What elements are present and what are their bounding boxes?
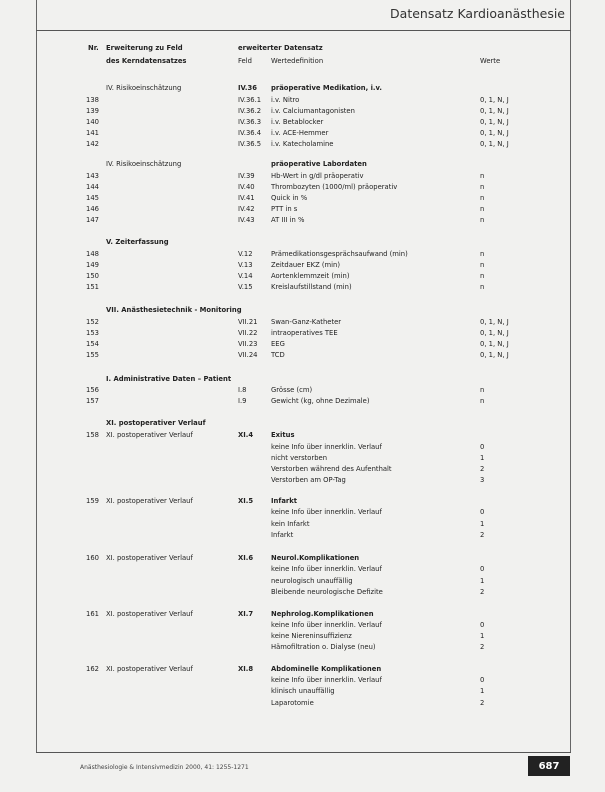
row-definition: keine Niereninsuffizienz — [271, 632, 352, 640]
row-definition: Laparotomie — [271, 699, 314, 707]
row-values: 1 — [480, 520, 485, 528]
row-definition: Swan-Ganz-Katheter — [271, 318, 342, 326]
row-definition: klinisch unauffällig — [271, 687, 335, 695]
row-definition: keine Info über innerklin. Verlauf — [271, 443, 382, 451]
row-number: 159 — [86, 497, 99, 505]
row-number: 147 — [86, 216, 99, 224]
row-definition: Gewicht (kg, ohne Dezimale) — [271, 397, 370, 405]
row-number: 152 — [86, 318, 99, 326]
row-field: IV.41 — [238, 194, 255, 202]
row-field: IV.36.5 — [238, 140, 262, 148]
row-number: 157 — [86, 397, 99, 405]
row-values: 0 — [480, 443, 485, 451]
header-rule — [36, 30, 571, 31]
row-definition: i.v. Katecholamine — [271, 140, 334, 148]
row-field: XI.5 — [238, 497, 254, 505]
row-definition: Bleibende neurologische Defizite — [271, 588, 383, 596]
footer-rule — [36, 752, 571, 753]
row-values: 0 — [480, 621, 485, 629]
row-extension: IV. Risikoeinschätzung — [106, 84, 182, 92]
row-number: 155 — [86, 351, 99, 359]
row-definition: i.v. Betablocker — [271, 118, 324, 126]
row-number: 138 — [86, 96, 99, 104]
row-definition: i.v. ACE-Hemmer — [271, 129, 329, 137]
row-number: 156 — [86, 386, 99, 394]
row-values: n — [480, 250, 485, 258]
row-number: 139 — [86, 107, 99, 115]
row-values: 0, 1, N, J — [480, 318, 509, 326]
footer-citation: Anästhesiologie & Intensivmedizin 2000, 41: 1255-1271 — [80, 764, 249, 771]
row-definition: TCD — [271, 351, 285, 359]
row-definition: präoperative Medikation, i.v. — [271, 84, 382, 92]
row-number: 162 — [86, 665, 99, 673]
row-field: V.12 — [238, 250, 253, 258]
row-field: V.15 — [238, 283, 253, 291]
row-definition: Quick in % — [271, 194, 308, 202]
row-values: 2 — [480, 699, 485, 707]
row-number: 142 — [86, 140, 99, 148]
row-extension: XI. postoperativer Verlauf — [106, 497, 193, 505]
row-values: 1 — [480, 632, 485, 640]
row-values: n — [480, 272, 485, 280]
row-values: 0, 1, N, J — [480, 129, 509, 137]
row-number: 153 — [86, 329, 99, 337]
row-values: n — [480, 216, 485, 224]
col-extension-header-line2: des Kerndatensatzes — [106, 57, 187, 65]
row-values: n — [480, 172, 485, 180]
row-definition: Aortenklemmzeit (min) — [271, 272, 350, 280]
row-values: 0, 1, N, J — [480, 96, 509, 104]
row-definition: kein Infarkt — [271, 520, 310, 528]
row-definition: Neurol.Komplikationen — [271, 554, 360, 562]
row-definition: Infarkt — [271, 531, 294, 539]
row-values: n — [480, 194, 485, 202]
row-extension: XI. postoperativer Verlauf — [106, 554, 193, 562]
row-values: n — [480, 205, 485, 213]
row-definition: intraoperatives TEE — [271, 329, 338, 337]
row-definition: keine Info über innerklin. Verlauf — [271, 565, 382, 573]
page-number: 687 — [528, 756, 570, 776]
row-field: IV.36.4 — [238, 129, 262, 137]
row-field: IV.36.3 — [238, 118, 262, 126]
row-definition: i.v. Nitro — [271, 96, 300, 104]
row-field: IV.42 — [238, 205, 255, 213]
row-values: 2 — [480, 643, 485, 651]
row-field: XI.6 — [238, 554, 254, 562]
row-field: IV.36.2 — [238, 107, 262, 115]
row-values: 1 — [480, 687, 485, 695]
row-definition: PTT in s — [271, 205, 298, 213]
row-number: 141 — [86, 129, 99, 137]
row-extension: V. Zeiterfassung — [106, 238, 169, 246]
row-number: 154 — [86, 340, 99, 348]
row-extension: XI. postoperativer Verlauf — [106, 665, 193, 673]
col-extended-header: erweiterter Datensatz — [238, 44, 323, 52]
row-number: 140 — [86, 118, 99, 126]
row-definition: keine Info über innerklin. Verlauf — [271, 676, 382, 684]
left-rule — [36, 0, 37, 752]
row-values: 2 — [480, 531, 485, 539]
row-field: VII.22 — [238, 329, 258, 337]
row-field: IV.36 — [238, 84, 257, 92]
row-definition: keine Info über innerklin. Verlauf — [271, 621, 382, 629]
row-values: 0, 1, N, J — [480, 118, 509, 126]
row-values: 0, 1, N, J — [480, 329, 509, 337]
col-werte-header: Werte — [480, 57, 501, 65]
row-extension: IV. Risikoeinschätzung — [106, 160, 182, 168]
row-field: IV.39 — [238, 172, 255, 180]
row-values: 1 — [480, 577, 485, 585]
row-field: XI.4 — [238, 431, 254, 439]
row-definition: Thrombozyten (1000/ml) präoperativ — [271, 183, 398, 191]
row-values: 0 — [480, 565, 485, 573]
row-definition: Infarkt — [271, 497, 298, 505]
row-number: 145 — [86, 194, 99, 202]
row-definition: nicht verstorben — [271, 454, 328, 462]
row-values: 2 — [480, 588, 485, 596]
row-values: 0, 1, N, J — [480, 351, 509, 359]
row-values: n — [480, 261, 485, 269]
row-values: 0, 1, N, J — [480, 140, 509, 148]
page-header-title: Datensatz Kardioanästhesie — [390, 6, 565, 21]
row-number: 160 — [86, 554, 99, 562]
row-field: IV.40 — [238, 183, 255, 191]
row-values: n — [480, 283, 485, 291]
row-field: I.9 — [238, 397, 247, 405]
row-definition: Hämofiltration o. Dialyse (neu) — [271, 643, 376, 651]
row-definition: Zeitdauer EKZ (min) — [271, 261, 341, 269]
row-definition: Hb-Wert in g/dl präoperativ — [271, 172, 364, 180]
row-extension: VII. Anästhesietechnik - Monitoring — [106, 306, 242, 314]
col-nr-header: Nr. — [88, 44, 99, 52]
row-values: n — [480, 183, 485, 191]
row-number: 146 — [86, 205, 99, 213]
row-values: 3 — [480, 476, 485, 484]
row-values: n — [480, 397, 485, 405]
row-definition: Abdominelle Komplikationen — [271, 665, 382, 673]
row-definition: Kreislaufstillstand (min) — [271, 283, 352, 291]
row-definition: EEG — [271, 340, 285, 348]
row-definition: keine Info über innerklin. Verlauf — [271, 508, 382, 516]
row-definition: Exitus — [271, 431, 295, 439]
col-feld-header: Feld — [238, 57, 252, 65]
row-field: IV.43 — [238, 216, 255, 224]
row-values: 2 — [480, 465, 485, 473]
row-definition: neurologisch unauffällig — [271, 577, 353, 585]
row-definition: Nephrolog.Komplikationen — [271, 610, 374, 618]
row-extension: XI. postoperativer Verlauf — [106, 419, 206, 427]
row-number: 151 — [86, 283, 99, 291]
row-definition: präoperative Labordaten — [271, 160, 367, 168]
row-field: XI.8 — [238, 665, 254, 673]
row-values: 0, 1, N, J — [480, 107, 509, 115]
row-definition: Verstorben während des Aufenthalt — [271, 465, 392, 473]
row-values: 1 — [480, 454, 485, 462]
row-extension: XI. postoperativer Verlauf — [106, 610, 193, 618]
row-field: IV.36.1 — [238, 96, 262, 104]
row-values: 0 — [480, 508, 485, 516]
right-rule — [570, 0, 571, 752]
row-definition: i.v. Calciumantagonisten — [271, 107, 355, 115]
row-field: VII.24 — [238, 351, 258, 359]
row-number: 150 — [86, 272, 99, 280]
row-definition: Grösse (cm) — [271, 386, 313, 394]
row-definition: Verstorben am OP-Tag — [271, 476, 346, 484]
row-definition: AT III in % — [271, 216, 305, 224]
row-number: 161 — [86, 610, 99, 618]
row-number: 143 — [86, 172, 99, 180]
row-values: 0 — [480, 676, 485, 684]
row-definition: Prämedikationsgesprächsaufwand (min) — [271, 250, 408, 258]
row-field: VII.21 — [238, 318, 258, 326]
col-definition-header: Wertedefinition — [271, 57, 324, 65]
row-extension: I. Administrative Daten – Patient — [106, 375, 232, 383]
row-field: I.8 — [238, 386, 247, 394]
row-values: 0, 1, N, J — [480, 340, 509, 348]
row-field: XI.7 — [238, 610, 254, 618]
col-extension-header-line1: Erweiterung zu Feld — [106, 44, 183, 52]
row-field: V.13 — [238, 261, 253, 269]
row-values: n — [480, 386, 485, 394]
row-field: V.14 — [238, 272, 253, 280]
row-number: 148 — [86, 250, 99, 258]
row-number: 158 — [86, 431, 99, 439]
row-number: 149 — [86, 261, 99, 269]
row-extension: XI. postoperativer Verlauf — [106, 431, 193, 439]
row-field: VII.23 — [238, 340, 258, 348]
row-number: 144 — [86, 183, 99, 191]
